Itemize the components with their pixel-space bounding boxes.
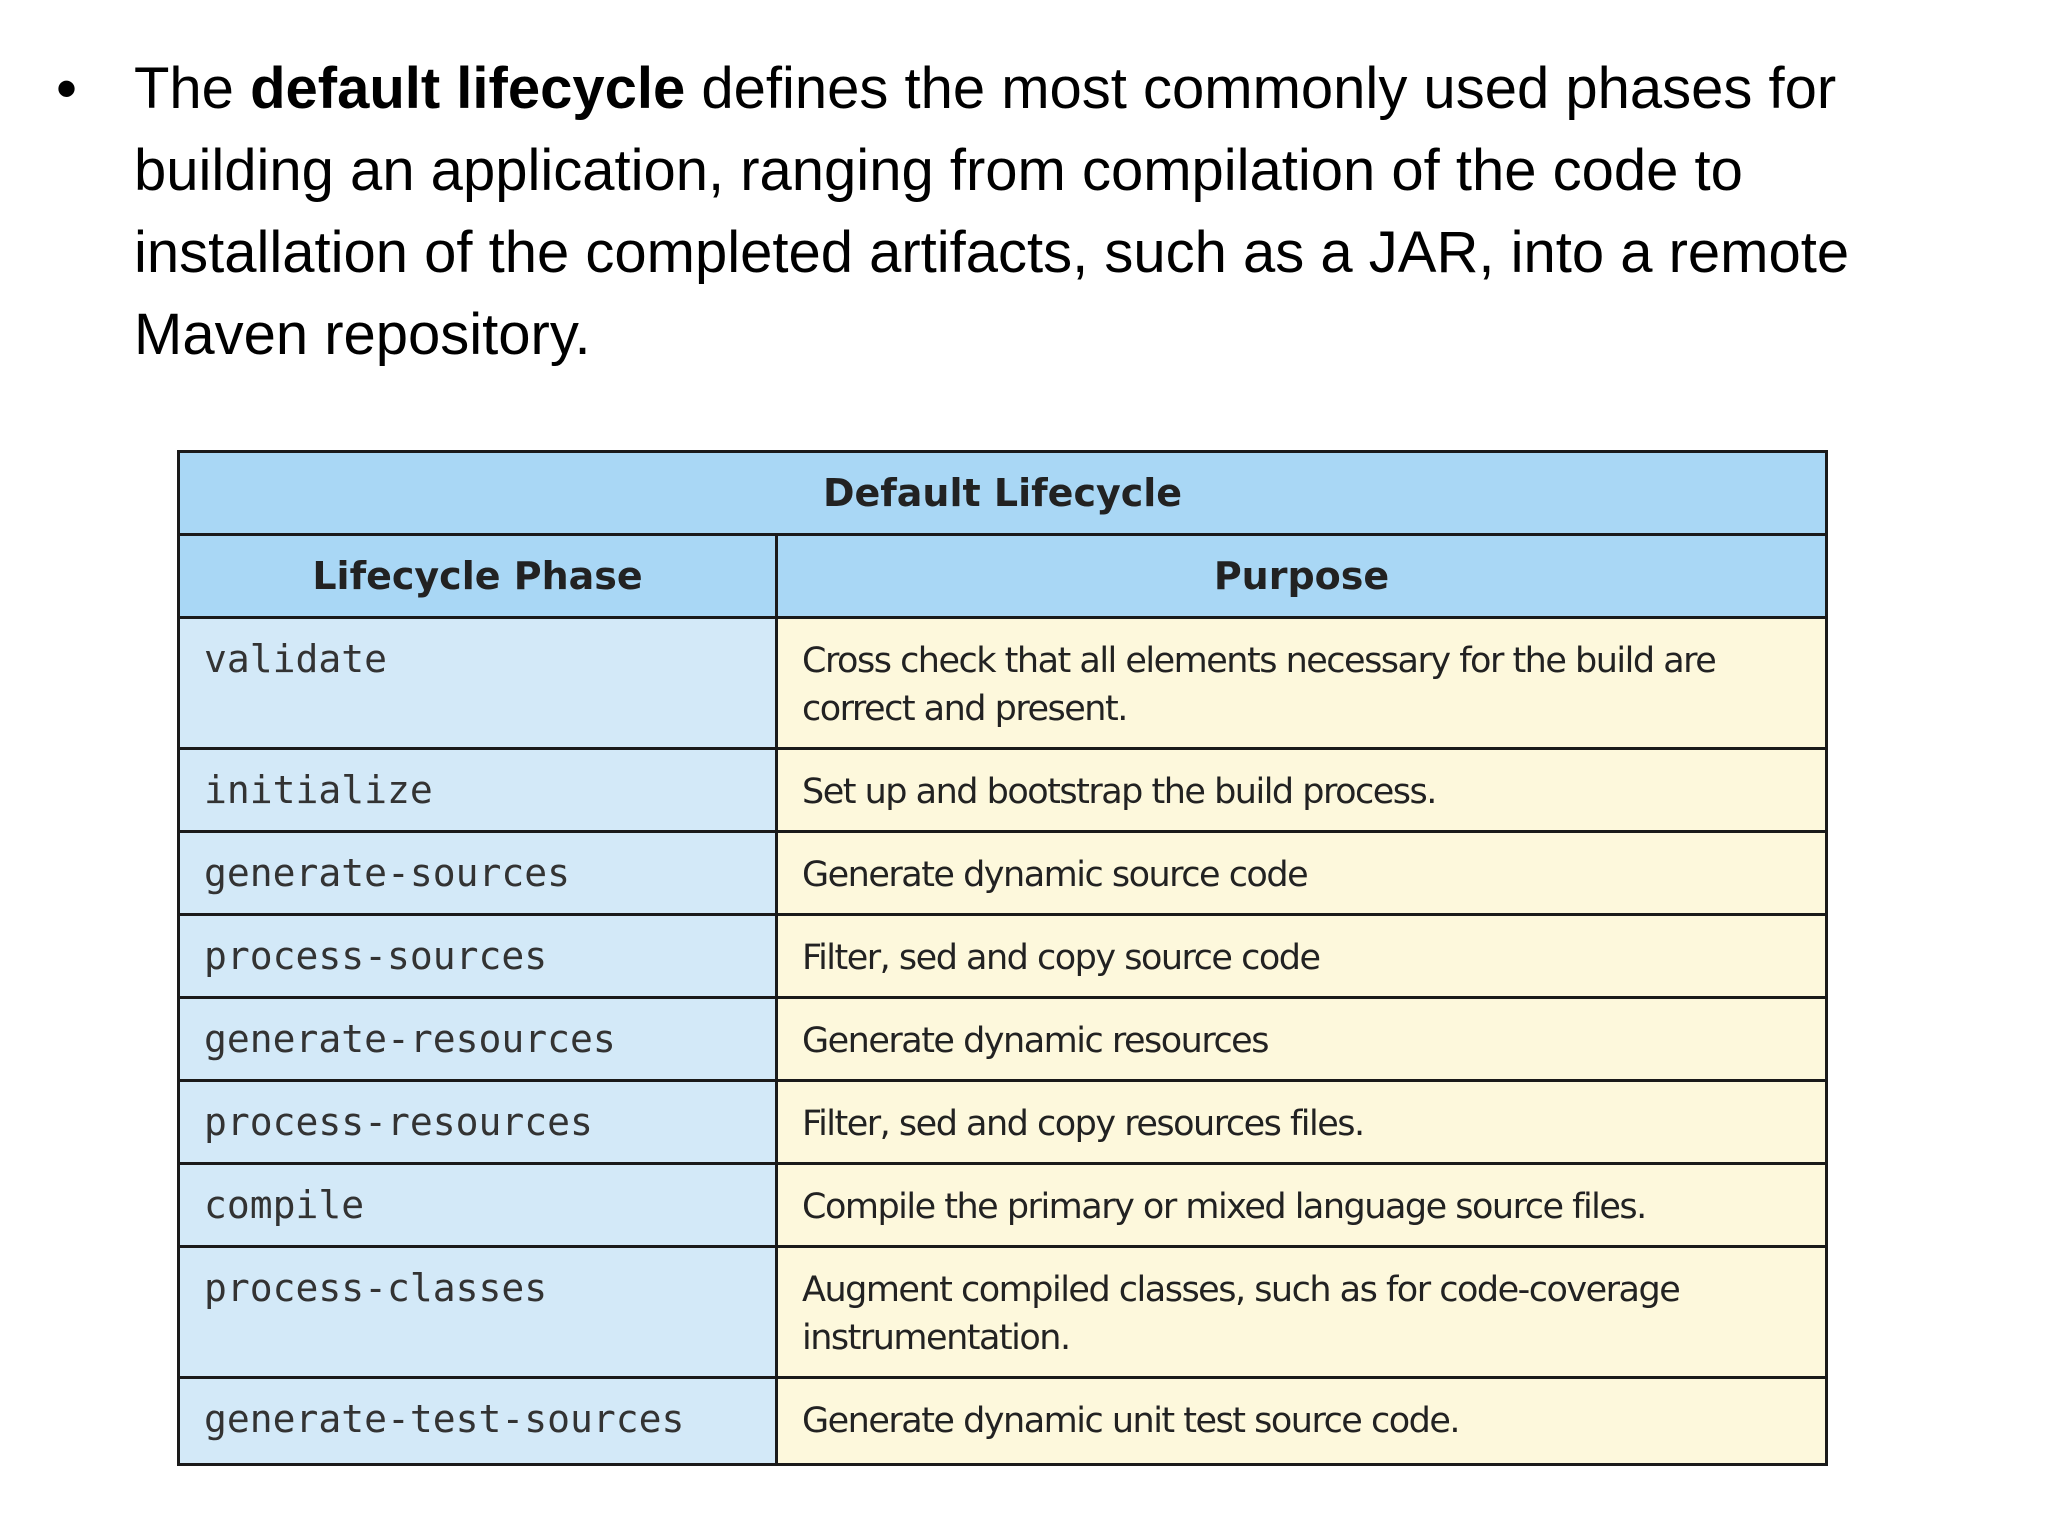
phase-cell: compile [179,1164,777,1247]
bullet-text-after: defines the most commonly used phases for building an application, ranging from compilation of the code to installation of the completed artifacts, such as a JAR, into a remote Maven repository. [134,56,1850,367]
phase-cell: process-classes [179,1247,777,1378]
table-row [179,1081,1827,1164]
purpose-cell: Generate dynamic resources [777,998,1827,1081]
table-row [179,749,1827,832]
phase-cell: generate-sources [179,832,777,915]
lifecycle-table-container [177,450,1825,1466]
table-caption: Default Lifecycle [179,452,1827,535]
table-row [179,1378,1827,1465]
column-header-phase: Lifecycle Phase [179,535,777,618]
purpose-cell: Filter, sed and copy source code [777,915,1827,998]
column-header-purpose: Purpose [777,535,1827,618]
bullet-paragraph [54,48,1954,376]
bullet-text-before: The [134,56,251,121]
phase-cell: process-sources [179,915,777,998]
phase-cell: generate-resources [179,998,777,1081]
table-row [179,915,1827,998]
phase-cell: generate-test-sources [179,1378,777,1465]
purpose-cell: Cross check that all elements necessary for the build are correct and present. [777,618,1827,749]
purpose-cell: Filter, sed and copy resources files. [777,1081,1827,1164]
purpose-cell: Compile the primary or mixed language source files. [777,1164,1827,1247]
purpose-cell: Generate dynamic source code [777,832,1827,915]
table-row [179,998,1827,1081]
purpose-cell: Set up and bootstrap the build process. [777,749,1827,832]
bullet-text [134,48,1924,376]
phase-cell: process-resources [179,1081,777,1164]
bullet-icon: • [56,55,78,122]
table-header-row [179,535,1827,618]
purpose-cell: Generate dynamic unit test source code. [777,1378,1827,1465]
bullet-text-bold: default lifecycle [250,56,686,121]
table-row [179,1164,1827,1247]
table-caption-row [179,452,1827,535]
table-row [179,1247,1827,1378]
purpose-cell: Augment compiled classes, such as for code-coverage instrumentation. [777,1247,1827,1378]
lifecycle-table [177,450,1828,1466]
table-row [179,832,1827,915]
phase-cell: initialize [179,749,777,832]
table-row [179,618,1827,749]
phase-cell: validate [179,618,777,749]
